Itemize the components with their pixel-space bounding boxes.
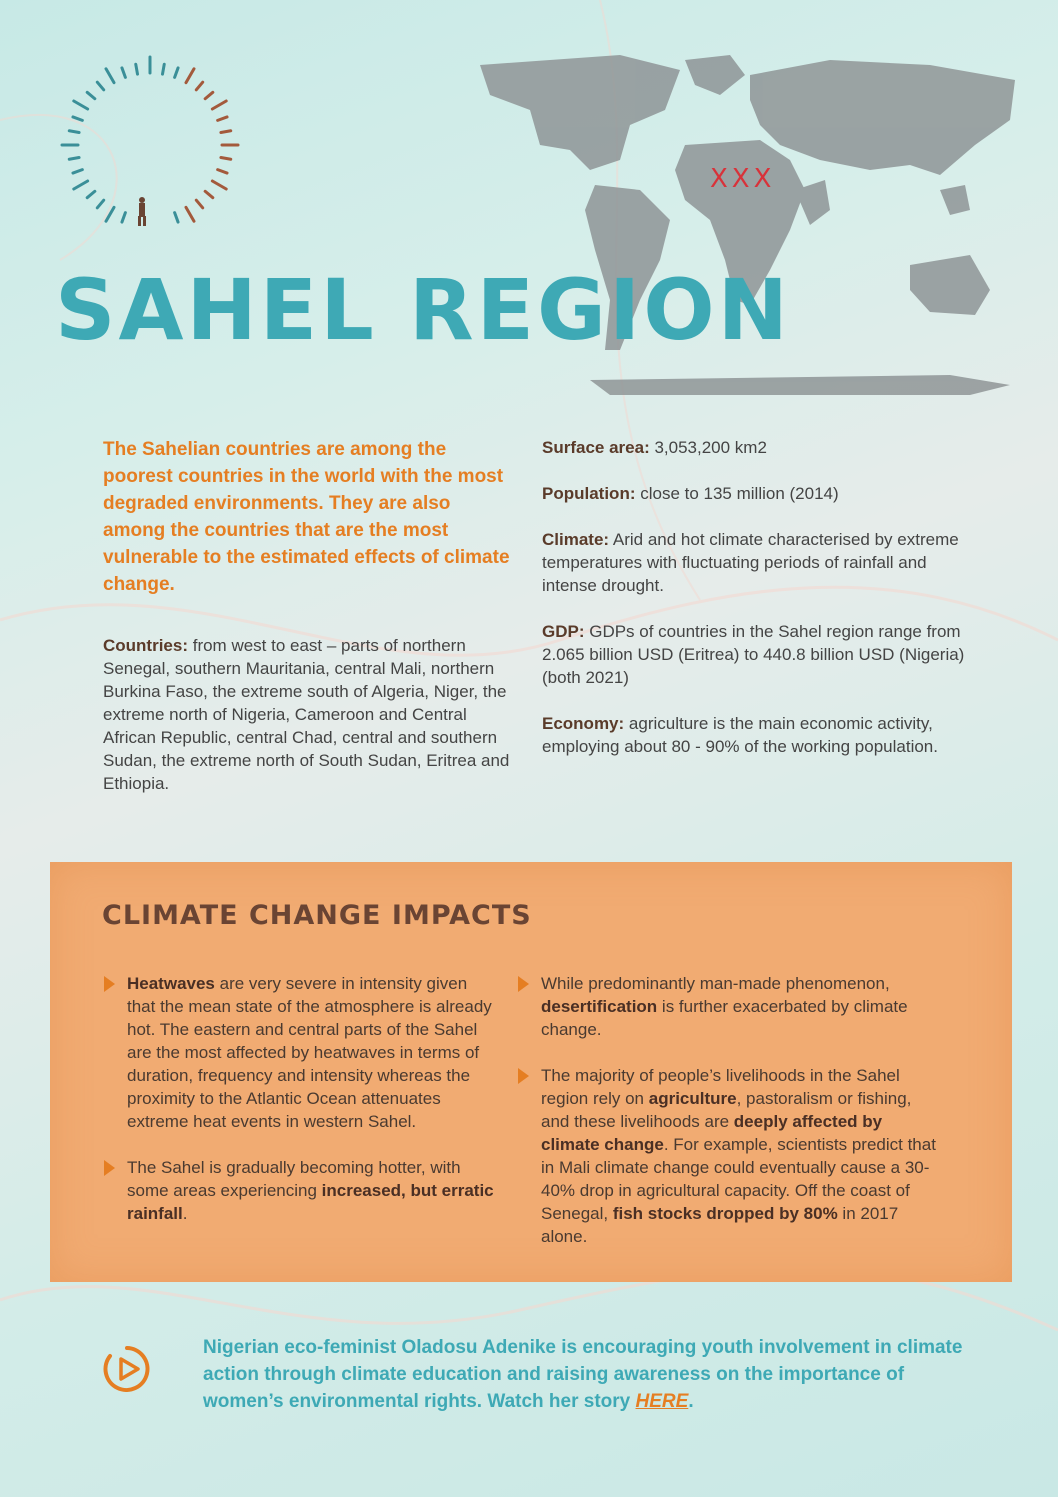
facts-column (542, 436, 982, 781)
fact-text: Arid and hot climate characterised by extreme temperatures with fluctuating periods of rainfall and intense drought. (542, 530, 959, 595)
triangle-bullet-icon (104, 976, 115, 992)
impacts-column-right (518, 972, 938, 1271)
clock-tick (136, 64, 138, 74)
impacts-title: CLIMATE CHANGE IMPACTS (102, 900, 532, 931)
clock-tick (221, 131, 231, 133)
watch-story-link[interactable]: HERE (635, 1391, 689, 1412)
clock-tick (212, 181, 226, 189)
clock-tick (122, 68, 125, 77)
impact-text: are very severe in intensity given that the mean state of the atmosphere is already hot. The eastern and central parts of the Sahel are the most affected by heatwaves in terms of duration, frequency and intensity whereas the proximity to the Atlantic Ocean attenuates extreme heat events in western Sahel. (127, 974, 492, 1131)
fact-climate (542, 528, 982, 597)
impact-text: , pastoralism or fishing, and these livelihoods are (541, 1089, 912, 1131)
clock-tick (97, 82, 103, 90)
intro-column (103, 436, 513, 818)
impact-desertification (518, 972, 938, 1041)
footer-text (203, 1334, 963, 1415)
impact-text: The Sahel is gradually becoming hotter, with some areas experiencing (127, 1158, 461, 1200)
intro-lead: The Sahelian countries are among the poorest countries in the world with the most degraded environments. They are also among the countries that are the most vulnerable to the estimated effects of climate change. (103, 439, 510, 595)
footer-end: . (688, 1391, 694, 1412)
clock-tick (69, 158, 79, 160)
clock-tick (106, 69, 114, 83)
fact-label: Surface area: (542, 438, 650, 457)
clock-tick (74, 181, 88, 189)
fact-text: close to 135 million (2014) (635, 484, 839, 503)
fact-text: GDPs of countries in the Sahel region range from 2.065 billion USD (Eritrea) to 440.8 billion USD (Nigeria) (both 2021) (542, 622, 965, 687)
clock-tick (87, 191, 95, 197)
fact-label: Climate: (542, 530, 610, 549)
fact-surface-area (542, 436, 982, 459)
sahel-marker: XXX (710, 164, 776, 194)
impact-text: is further exacerbated by climate change. (541, 997, 908, 1039)
impact-bold: fish stocks dropped by 80% (612, 1204, 838, 1223)
impact-livelihoods (518, 1064, 938, 1248)
clock-tick (205, 191, 213, 197)
clock-tick (97, 200, 103, 208)
impact-text: . (182, 1204, 188, 1223)
countries-text: from west to east – parts of northern Senegal, southern Mauritania, central Mali, northern Burkina Faso, the extreme south of Algeria, Niger, the extreme north of Nigeria, Cameroon and Central African Republic, central Chad, central and southern Sudan, the extreme north of South Sudan, Eritrea and Ethiopia. (103, 636, 510, 793)
clock-tick (186, 207, 194, 221)
fact-label: GDP: (542, 622, 585, 641)
page-title: SAHEL REGION (55, 261, 791, 359)
impacts-box (50, 862, 1012, 1282)
clock-tick (122, 213, 125, 222)
fact-label: Population: (542, 484, 636, 503)
clock-tick (175, 213, 178, 222)
play-icon[interactable] (102, 1344, 152, 1394)
impact-text: While predominantly man-made phenomenon, (541, 974, 890, 993)
impact-bold: deeply affected by climate change (541, 1112, 883, 1154)
clock-tick (186, 69, 194, 83)
clock-tick (69, 131, 79, 133)
clock-icon (50, 45, 250, 245)
impact-text: in 2017 alone. (541, 1204, 899, 1246)
triangle-bullet-icon (518, 1068, 529, 1084)
clock-tick (196, 200, 202, 208)
fact-gdp (542, 620, 982, 689)
impact-bold: Heatwaves (127, 974, 215, 993)
countries-label: Countries: (103, 636, 188, 655)
clock-tick (73, 117, 82, 120)
fact-text: agriculture is the main economic activity, employing about 80 - 90% of the working population. (542, 714, 938, 756)
triangle-bullet-icon (518, 976, 529, 992)
impact-heatwaves (104, 972, 499, 1133)
impact-bold: desertification (541, 997, 658, 1016)
clock-tick (218, 117, 227, 120)
fact-population (542, 482, 982, 505)
clock-tick (87, 92, 95, 98)
countries-paragraph (103, 634, 513, 795)
clock-tick (205, 92, 213, 98)
impacts-column-left (104, 972, 499, 1248)
clock-tick (106, 207, 114, 221)
clock-tick (212, 101, 226, 109)
clock-tick (74, 101, 88, 109)
clock-tick (175, 68, 178, 77)
impact-bold: increased, but erratic rainfall (127, 1181, 494, 1223)
triangle-bullet-icon (104, 1160, 115, 1176)
impact-bold: agriculture (648, 1089, 737, 1108)
clock-tick (221, 158, 231, 160)
clock-tick (196, 82, 202, 90)
impact-rainfall (104, 1156, 499, 1225)
clock-tick (73, 170, 82, 173)
clock-tick (163, 64, 165, 74)
impact-text: . For example, scientists predict that in Mali climate change could eventually cause a 30-40% drop in agricultural capacity. Off the coast of Senegal, (541, 1135, 936, 1223)
footer-body: Nigerian eco-feminist Oladosu Adenike is encouraging youth involvement in climate action through climate education and raising awareness on the importance of women’s environmental rights. Watch her story (203, 1337, 963, 1412)
clock-tick (218, 170, 227, 173)
fact-label: Economy: (542, 714, 625, 733)
fact-economy (542, 712, 982, 758)
fact-text: 3,053,200 km2 (649, 438, 767, 457)
impact-text: The majority of people’s livelihoods in the Sahel region rely on (541, 1066, 900, 1108)
